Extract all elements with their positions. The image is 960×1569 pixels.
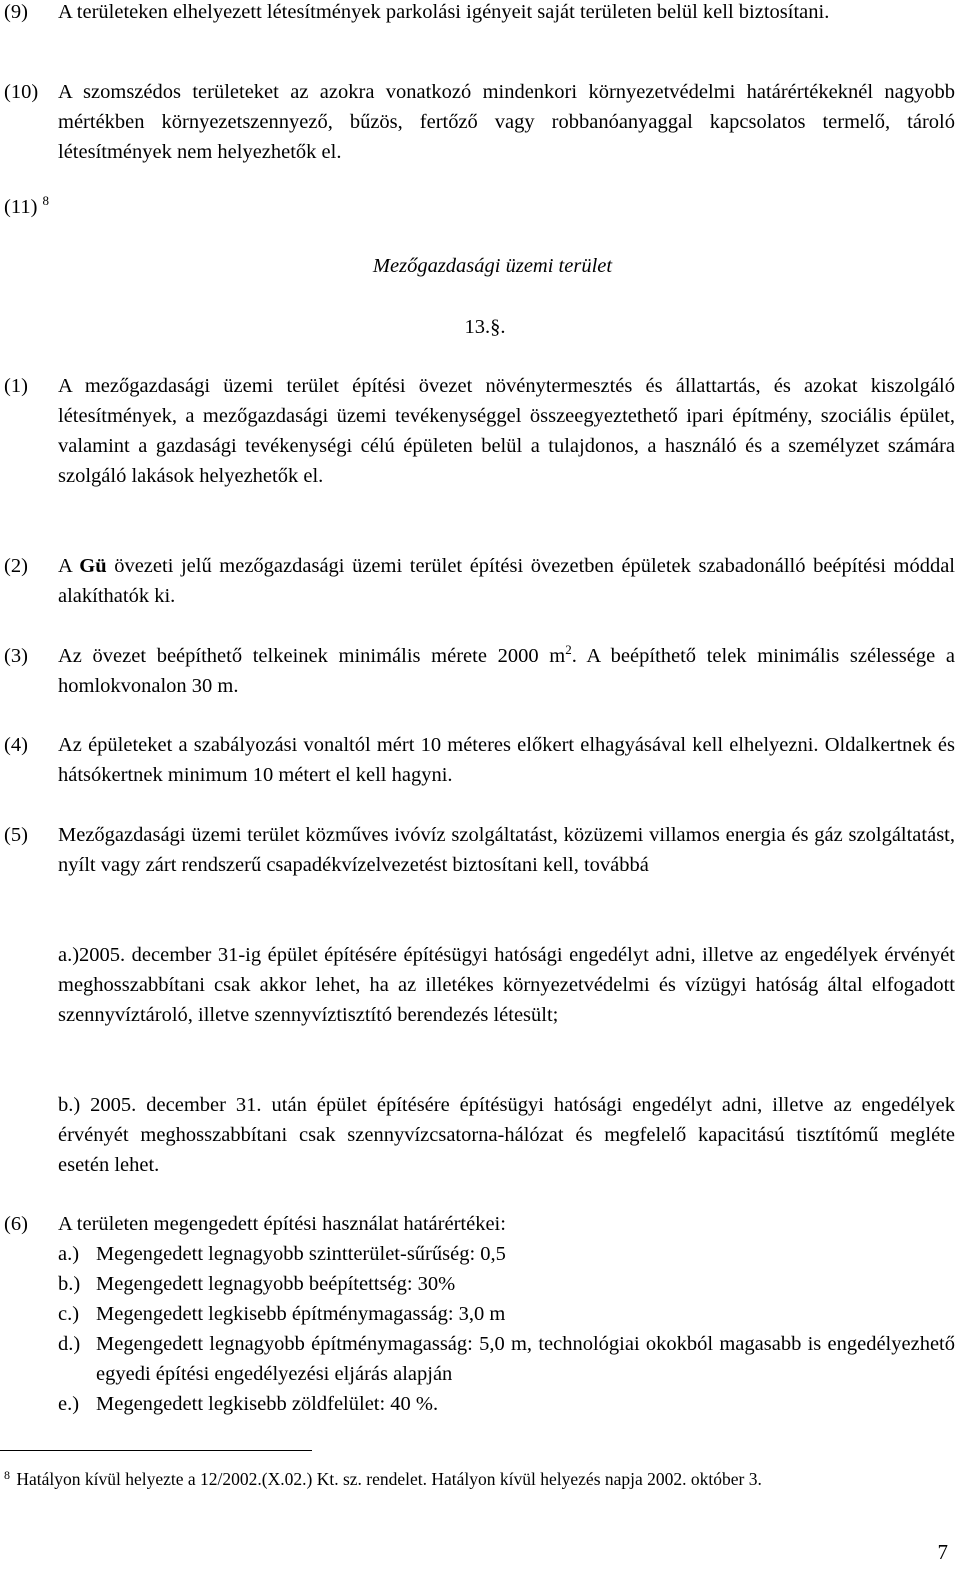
footnote-separator (0, 1450, 312, 1451)
section-number: 13.§. (464, 316, 506, 338)
section-title: Mezőgazdasági üzemi terület (372, 255, 613, 277)
item-text: Az övezet beépíthető telkeinek minimális mérete 2000 $m^2$. A beépíthető telek minimális szélessége a homlokvonalon 30 m. (58, 642, 955, 697)
paragraph-number: (11) $^8$ (4, 193, 50, 218)
list-text: Megengedett legnagyobb építménymagasság: 5,0 m, technológiai okokból magasabb is engedélyezhető egyedi építési engedélyezési eljárás alapján (96, 1333, 955, 1385)
footnote-number: 8 (4, 1468, 10, 1482)
footnote-text: Hatályon kívül helyezte a 12/2002.(X.02.) Kt. sz. rendelet. Hatályon kívül helyezés napja 2002. október 3. (16, 1469, 762, 1489)
list-label: a.) (58, 1243, 80, 1265)
item-number: (1) (4, 375, 28, 397)
footnote-ref: 8 (42, 193, 50, 208)
item-number: (3) (4, 645, 28, 667)
item-5-a: a.)2005. december 31-ig épület építésére építésügyi hatósági engedélyt adni, illetve az engedélyek érvényét meghosszabbítani csak akkor lehet, ha az illetékes környezetvédelmi és vízügyi hatóság által elfogadott szennyvíztároló, illetve szennyvíztisztító berendezés létesült; (58, 944, 955, 1026)
item-text: A mezőgazdasági üzemi terület építési övezet növénytermesztés és állattartás, és azokat kiszolgáló létesítmények, a mezőgazdasági üzemi tevékenységgel összeegyeztethető ipari építmény, szociális épület, valamint a gazdasági tevékenységi célú épületen belül a tulajdonos, a használó és a személyzet számára szolgáló lakások helyezhetők el. (58, 375, 955, 487)
item-number: (6) (4, 1213, 28, 1235)
item-text: Mezőgazdasági üzemi terület közműves ivóvíz szolgáltatást, közüzemi villamos energia és gáz szolgáltatást, nyílt vagy zárt rendszerű csapadékvízelvezetést biztosítani kell, továbbá (58, 824, 955, 876)
item-number: (2) (4, 555, 28, 577)
list-label: d.) (58, 1333, 81, 1355)
list-label: b.) (58, 1273, 81, 1295)
item-5-b: b.) 2005. december 31. után épület építésére építésügyi hatósági engedélyt adni, illetve az engedélyek érvényét meghosszabbítani csak szennyvízcsatorna-hálózat és megfelelő kapacitású tisztítómű megléte esetén lehet. (58, 1094, 955, 1176)
paragraph-text: A területeken elhelyezett létesítmények parkolási igényeit saját területen belül kell biztosítani. (58, 1, 830, 23)
list-text: Megengedett legkisebb zöldfelület: 40 %. (96, 1393, 439, 1415)
paragraph-number: (9) (4, 1, 28, 23)
item-text: Az épületeket a szabályozási vonaltól mért 10 méteres előkert elhagyásával kell elhelyezni. Oldalkertnek és hátsókertnek minimum 10 métert el kell hagyni. (58, 734, 955, 786)
item-number: (4) (4, 734, 28, 756)
list-text: Megengedett legnagyobb beépítettség: 30% (96, 1273, 456, 1295)
footnote (0, 1467, 955, 1491)
list-label: c.) (58, 1303, 80, 1325)
list-text: Megengedett legkisebb építménymagasság: 3,0 m (96, 1303, 506, 1325)
paragraph-text: A szomszédos területeket az azokra vonatkozó mindenkori környezetvédelmi határértékeknél nagyobb mértékben környezetszennyező, bűzös, fertőző vagy robbanóanyaggal kapcsolatos termelő, tároló létesítmények nem helyezhetők el. (58, 81, 955, 163)
item-number: (5) (4, 824, 28, 846)
item-text: A területen megengedett építési használat határértékei: (58, 1213, 506, 1235)
list-label: e.) (58, 1393, 80, 1415)
list-text: Megengedett legnagyobb szintterület-sűrűség: 0,5 (96, 1243, 506, 1265)
item-text: A Gü övezeti jelű mezőgazdasági üzemi terület építési övezetben épületek szabadonálló beépítési móddal alakíthatók ki. (58, 555, 955, 607)
superscript: 2 (565, 642, 572, 657)
zone-code: Gü (79, 555, 107, 577)
page-number: 7 (937, 1540, 948, 1564)
paragraph-number: (10) (4, 81, 39, 103)
